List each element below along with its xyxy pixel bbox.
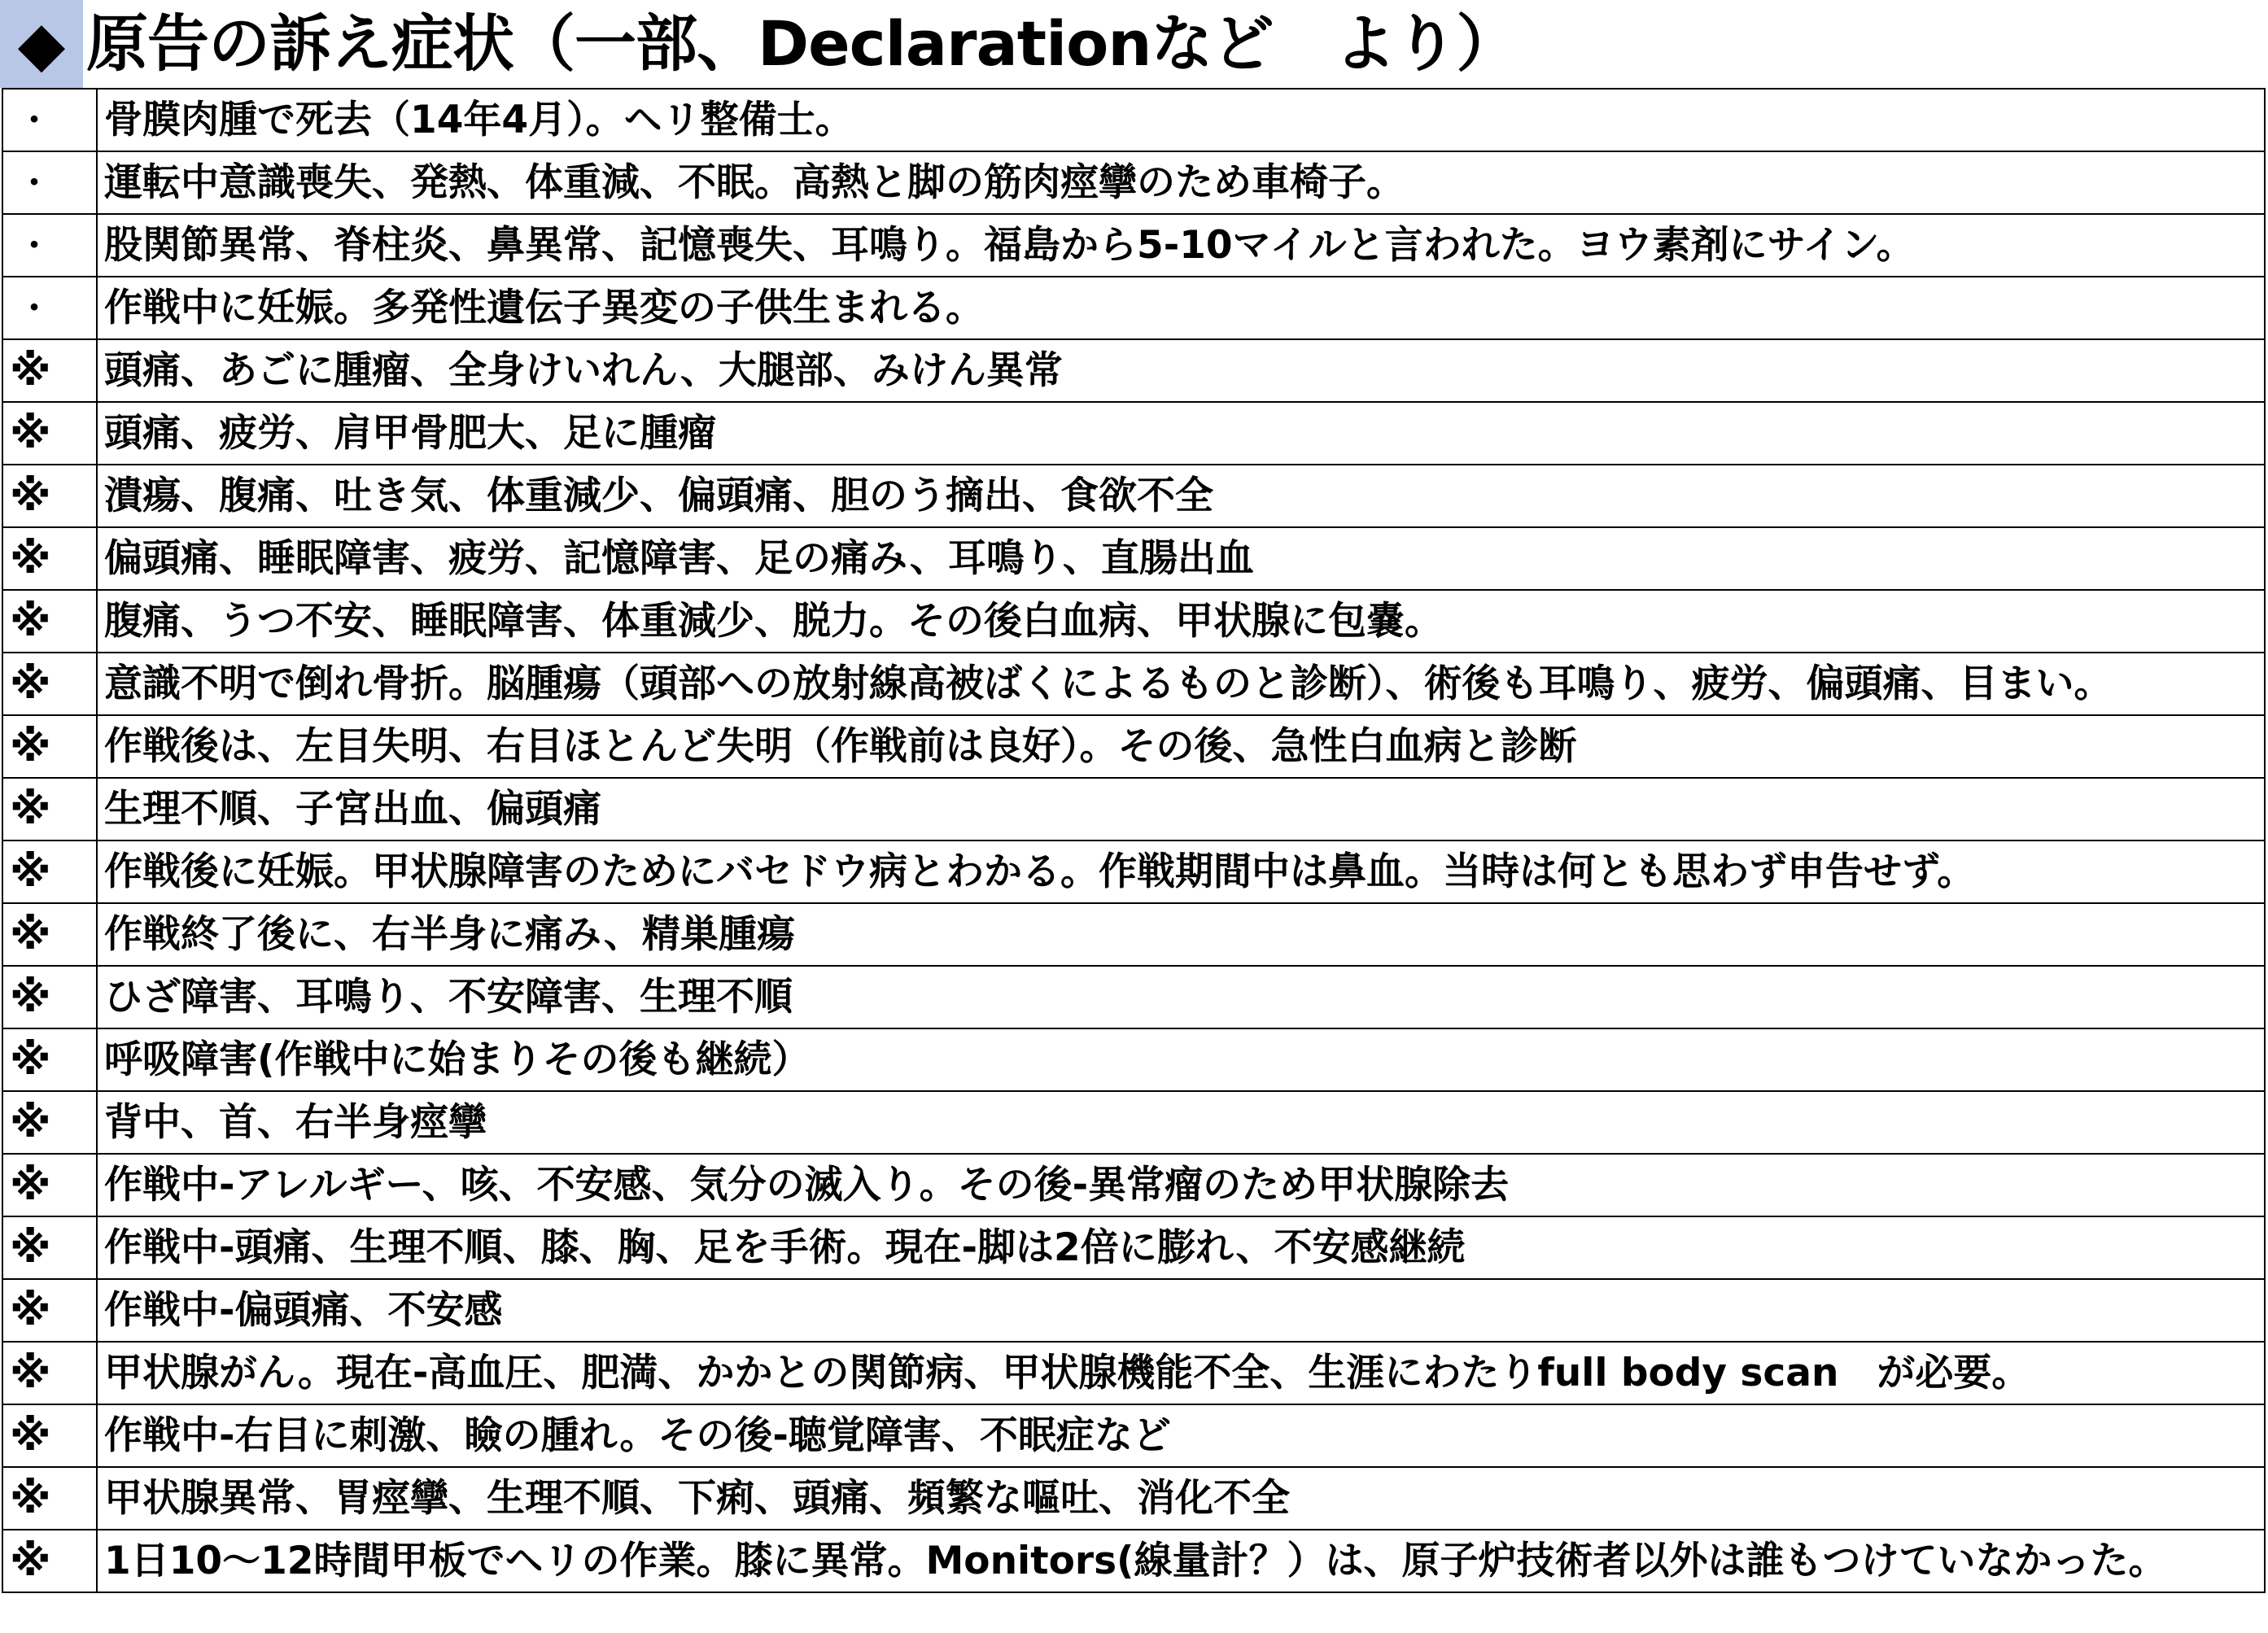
bullet-marker: ・: [2, 89, 97, 151]
reference-mark: ※: [2, 590, 97, 653]
table-row: [2, 653, 2265, 715]
symptom-text: 作戦中-偏頭痛、不安感: [97, 1279, 2265, 1342]
reference-mark: ※: [2, 1530, 97, 1592]
table-row: [2, 590, 2265, 653]
symptoms-table-body: [2, 89, 2265, 1592]
reference-mark: ※: [2, 1091, 97, 1154]
table-row: [2, 1279, 2265, 1342]
symptom-text: 1日10～12時間甲板でヘリの作業。膝に異常。Monitors(線量計？）は、原子炉技術者以外は誰もつけていなかった。: [97, 1530, 2265, 1592]
bullet-marker: ・: [2, 214, 97, 277]
table-row: [2, 778, 2265, 841]
reference-mark: ※: [2, 527, 97, 590]
reference-mark: ※: [2, 1467, 97, 1530]
reference-mark: ※: [2, 1216, 97, 1279]
reference-mark: ※: [2, 966, 97, 1028]
table-row: [2, 402, 2265, 465]
table-row: [2, 1530, 2265, 1592]
symptom-text: 作戦中に妊娠。多発性遺伝子異変の子供生まれる。: [97, 277, 2265, 339]
table-row: [2, 1028, 2265, 1091]
symptom-text: 骨膜肉腫で死去（14年4月）。ヘリ整備士。: [97, 89, 2265, 151]
table-row: [2, 214, 2265, 277]
reference-mark: ※: [2, 653, 97, 715]
reference-mark: ※: [2, 778, 97, 841]
reference-mark: ※: [2, 1279, 97, 1342]
symptom-text: 生理不順、子宮出血、偏頭痛: [97, 778, 2265, 841]
symptom-text: 作戦後は、左目失明、右目ほとんど失明（作戦前は良好）。その後、急性白血病と診断: [97, 715, 2265, 778]
table-row: [2, 465, 2265, 527]
table-row: [2, 1154, 2265, 1216]
reference-mark: ※: [2, 715, 97, 778]
table-row: [2, 89, 2265, 151]
symptoms-table: [2, 88, 2266, 1593]
table-row: [2, 903, 2265, 966]
symptom-text: 背中、首、右半身痙攣: [97, 1091, 2265, 1154]
symptom-text: 頭痛、疲労、肩甲骨肥大、足に腫瘤: [97, 402, 2265, 465]
table-row: [2, 841, 2265, 903]
reference-mark: ※: [2, 1342, 97, 1404]
symptom-text: 呼吸障害(作戦中に始まりその後も継続）: [97, 1028, 2265, 1091]
table-row: [2, 1216, 2265, 1279]
symptom-text: 甲状腺がん。現在-高血圧、肥満、かかとの関節病、甲状腺機能不全、生涯にわたりfull body scan が必要。: [97, 1342, 2265, 1404]
symptom-text: 腹痛、うつ不安、睡眠障害、体重減少、脱力。その後白血病、甲状腺に包嚢。: [97, 590, 2265, 653]
reference-mark: ※: [2, 1404, 97, 1467]
reference-mark: ※: [2, 1154, 97, 1216]
symptom-text: 作戦中-アレルギー、咳、不安感、気分の滅入り。その後-異常瘤のため甲状腺除去: [97, 1154, 2265, 1216]
table-row: [2, 715, 2265, 778]
symptom-text: 潰瘍、腹痛、吐き気、体重減少、偏頭痛、胆のう摘出、食欲不全: [97, 465, 2265, 527]
reference-mark: ※: [2, 841, 97, 903]
table-row: [2, 339, 2265, 402]
symptom-text: 意識不明で倒れ骨折。脳腫瘍（頭部への放射線高被ばくによるものと診断）、術後も耳鳴り、疲労、偏頭痛、目まい。: [97, 653, 2265, 715]
symptom-text: 作戦終了後に、右半身に痛み、精巣腫瘍: [97, 903, 2265, 966]
table-row: [2, 151, 2265, 214]
page-title: 原告の訴え症状（一部、Declarationなど より）: [86, 7, 1518, 80]
reference-mark: ※: [2, 402, 97, 465]
symptom-text: 頭痛、あごに腫瘤、全身けいれん、大腿部、みけん異常: [97, 339, 2265, 402]
title-diamond-marker: ◆: [0, 0, 83, 88]
symptom-text: 甲状腺異常、胃痙攣、生理不順、下痢、頭痛、頻繁な嘔吐、消化不全: [97, 1467, 2265, 1530]
symptom-text: 作戦中-右目に刺激、瞼の腫れ。その後-聴覚障害、不眠症など: [97, 1404, 2265, 1467]
bullet-marker: ・: [2, 151, 97, 214]
reference-mark: ※: [2, 465, 97, 527]
symptom-text: 股関節異常、脊柱炎、鼻異常、記憶喪失、耳鳴り。福島から5-10マイルと言われた。ヨウ素剤にサイン。: [97, 214, 2265, 277]
title-bar: [0, 0, 2268, 88]
table-row: [2, 1342, 2265, 1404]
symptom-text: 作戦後に妊娠。甲状腺障害のためにバセドウ病とわかる。作戦期間中は鼻血。当時は何とも思わず申告せず。: [97, 841, 2265, 903]
table-row: [2, 277, 2265, 339]
symptom-text: 運転中意識喪失、発熱、体重減、不眠。高熱と脚の筋肉痙攣のため車椅子。: [97, 151, 2265, 214]
reference-mark: ※: [2, 339, 97, 402]
symptom-text: 作戦中-頭痛、生理不順、膝、胸、足を手術。現在-脚は2倍に膨れ、不安感継続: [97, 1216, 2265, 1279]
table-row: [2, 1467, 2265, 1530]
reference-mark: ※: [2, 1028, 97, 1091]
reference-mark: ※: [2, 903, 97, 966]
table-row: [2, 1091, 2265, 1154]
symptom-text: ひざ障害、耳鳴り、不安障害、生理不順: [97, 966, 2265, 1028]
bullet-marker: ・: [2, 277, 97, 339]
table-row: [2, 527, 2265, 590]
symptom-text: 偏頭痛、睡眠障害、疲労、記憶障害、足の痛み、耳鳴り、直腸出血: [97, 527, 2265, 590]
table-row: [2, 966, 2265, 1028]
table-row: [2, 1404, 2265, 1467]
